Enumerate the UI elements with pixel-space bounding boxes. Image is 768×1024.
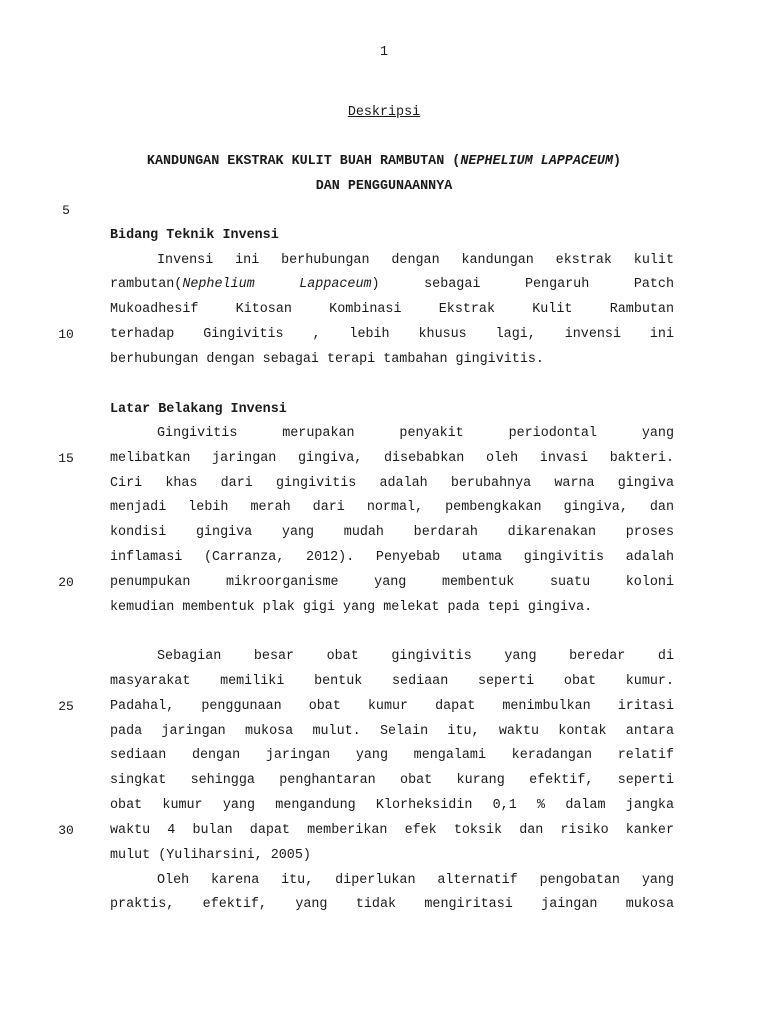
text-segment: rambutan(: [110, 277, 183, 292]
paragraph-line: berhubungan dengan sebagai terapi tambahan gingivitis.: [110, 352, 544, 367]
title-text-post: ): [613, 154, 622, 169]
paragraph-line: terhadap Gingivitis , lebih khusus lagi, invensi ini: [110, 327, 674, 342]
section-heading-background: Latar Belakang Invensi: [110, 402, 287, 417]
paragraph-line: singkat sehingga penghantaran obat kurang efektif, seperti: [110, 773, 674, 788]
paragraph-line: praktis, efektif, yang tidak mengiritasi jaingan mukosa: [110, 897, 674, 912]
paragraph-line: Gingivitis merupakan penyakit periodontal yang: [157, 426, 674, 441]
line-number: 20: [58, 575, 74, 590]
title-text-italic: NEPHELIUM LAPPACEUM: [460, 154, 614, 169]
paragraph-line: menjadi lebih merah dari normal, pembengkakan gingiva, dan: [110, 500, 674, 515]
line-number: 25: [58, 699, 74, 714]
line-number: 10: [58, 327, 74, 342]
paragraph-line: penumpukan mikroorganisme yang membentuk suatu koloni: [110, 575, 674, 590]
line-number: 30: [58, 823, 74, 838]
paragraph-line: [110, 277, 674, 293]
invention-title-line2: DAN PENGGUNAANNYA: [315, 179, 453, 194]
paragraph-line: pada jaringan mukosa mulut. Selain itu, waktu kontak antara: [110, 724, 674, 739]
paragraph-line: Oleh karena itu, diperlukan alternatif pengobatan yang: [157, 873, 674, 888]
paragraph-line: Padahal, penggunaan obat kumur dapat menimbulkan iritasi: [110, 699, 674, 714]
paragraph-line: Sebagian besar obat gingivitis yang beredar di: [157, 649, 674, 664]
page-number: 1: [379, 45, 389, 60]
species-name: Nephelium Lappaceum: [182, 277, 372, 292]
paragraph-line: obat kumur yang mengandung Klorheksidin 0,1 % dalam jangka: [110, 798, 674, 813]
paragraph-line: inflamasi (Carranza, 2012). Penyebab utama gingivitis adalah: [110, 550, 674, 565]
paragraph-line: masyarakat memiliki bentuk sediaan seperti obat kumur.: [110, 674, 674, 689]
paragraph-line: Ciri khas dari gingivitis adalah berubahnya warna gingiva: [110, 476, 674, 491]
line-number: 15: [58, 451, 74, 466]
text-segment: ) sebagai Pengaruh Patch: [371, 277, 674, 292]
paragraph-line: mulut (Yuliharsini, 2005): [110, 848, 311, 863]
paragraph-line: kondisi gingiva yang mudah berdarah dikarenakan proses: [110, 525, 674, 540]
paragraph-line: sediaan dengan jaringan yang mengalami keradangan relatif: [110, 748, 674, 763]
document-heading: Deskripsi: [347, 105, 421, 120]
section-heading-field: Bidang Teknik Invensi: [110, 228, 279, 243]
paragraph-line: melibatkan jaringan gingiva, disebabkan oleh invasi bakteri.: [110, 451, 674, 466]
invention-title-line1: [0, 154, 768, 169]
paragraph-line: kemudian membentuk plak gigi yang melekat pada tepi gingiva.: [110, 600, 593, 615]
paragraph-line: waktu 4 bulan dapat memberikan efek toksik dan risiko kanker: [110, 823, 674, 838]
line-number: 5: [62, 203, 70, 218]
title-text-pre: KANDUNGAN EKSTRAK KULIT BUAH RAMBUTAN (: [146, 154, 461, 169]
paragraph-line: Invensi ini berhubungan dengan kandungan ekstrak kulit: [157, 253, 674, 268]
paragraph-line: Mukoadhesif Kitosan Kombinasi Ekstrak Kulit Rambutan: [110, 302, 674, 317]
